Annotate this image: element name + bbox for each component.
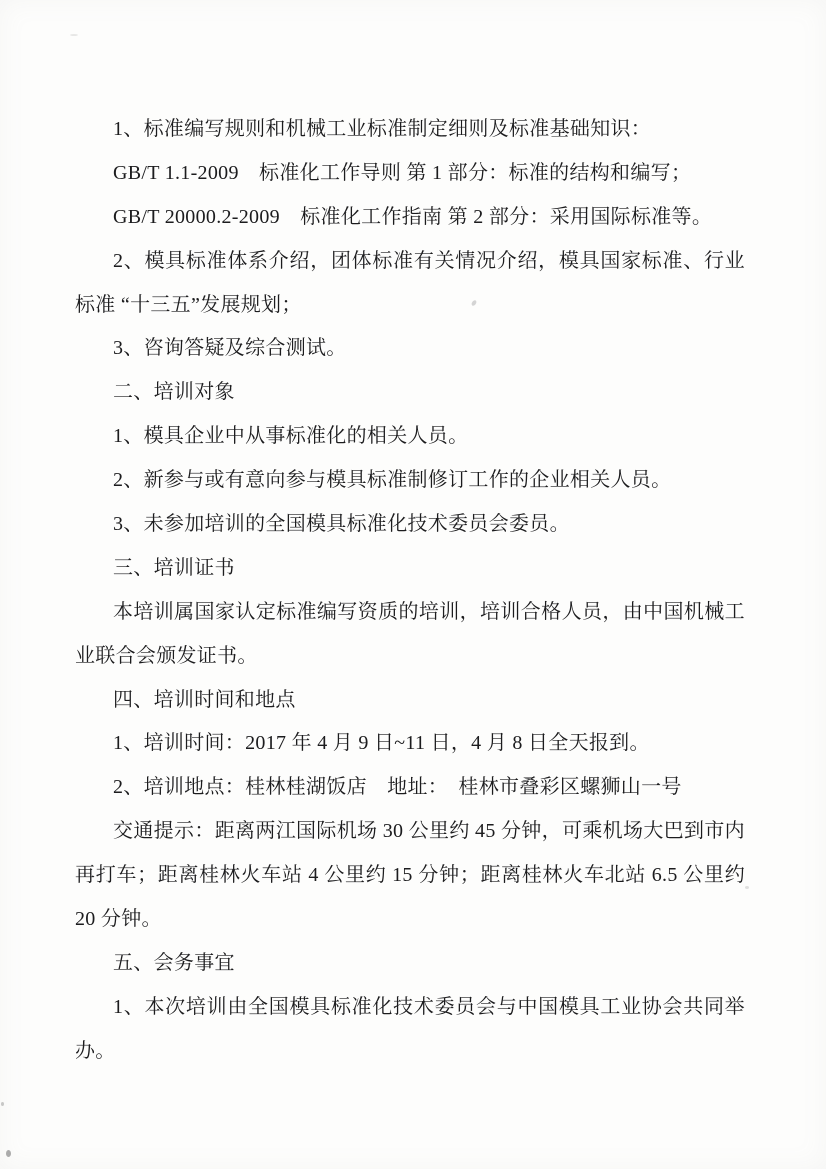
text-line: 1、标准编写规则和机械工业标准制定细则及标准基础知识： bbox=[113, 118, 652, 140]
text-line: 再打车；距离桂林火车站 4 公里约 15 分钟；距离桂林火车北站 6.5 公里约 bbox=[75, 864, 745, 887]
text-line: 标准 “十三五”发展规划； bbox=[75, 293, 302, 316]
text-line: 1、培训时间：2017 年 4 月 9 日~11 日，4 月 8 日全天报到。 bbox=[113, 732, 650, 755]
text-line: 四、培训时间和地点 bbox=[113, 688, 296, 711]
text-line: 3、咨询答疑及综合测试。 bbox=[113, 337, 347, 360]
text-line: 20 分钟。 bbox=[75, 908, 162, 931]
scan-speck bbox=[1, 1102, 4, 1106]
text-line: 业联合会颁发证书。 bbox=[75, 644, 258, 667]
scan-speck bbox=[745, 886, 749, 889]
text-line: 办。 bbox=[75, 1039, 116, 1062]
scan-speck bbox=[6, 1150, 11, 1157]
text-line: 二、培训对象 bbox=[113, 381, 235, 404]
text-line: 三、培训证书 bbox=[113, 556, 235, 579]
text-line: 本培训属国家认定标准编写资质的培训，培训合格人员，由中国机械工 bbox=[113, 600, 745, 623]
scan-speck bbox=[70, 34, 78, 36]
text-line: 1、本次培训由全国模具标准化技术委员会与中国模具工业协会共同举 bbox=[113, 995, 745, 1018]
text-line: 2、新参与或有意向参与模具标准制修订工作的企业相关人员。 bbox=[113, 469, 672, 492]
text-line: 1、模具企业中从事标准化的相关人员。 bbox=[113, 425, 469, 448]
document-body bbox=[75, 108, 745, 1074]
text-line: 3、未参加培训的全国模具标准化技术委员会委员。 bbox=[113, 513, 570, 536]
text-line: 交通提示：距离两江国际机场 30 公里约 45 分钟，可乘机场大巴到市内 bbox=[113, 820, 745, 843]
text-line: GB/T 20000.2-2009 标准化工作指南 第 2 部分：采用国际标准等。 bbox=[113, 205, 713, 228]
text-line: 五、会务事宜 bbox=[113, 951, 235, 974]
text-line: 2、模具标准体系介绍，团体标准有关情况介绍，模具国家标准、行业 bbox=[113, 249, 745, 272]
text-line: 2、培训地点：桂林桂湖饭店 地址： 桂林市叠彩区螺狮山一号 bbox=[113, 776, 682, 799]
text-line: GB/T 1.1-2009 标准化工作导则 第 1 部分：标准的结构和编写； bbox=[113, 161, 692, 184]
